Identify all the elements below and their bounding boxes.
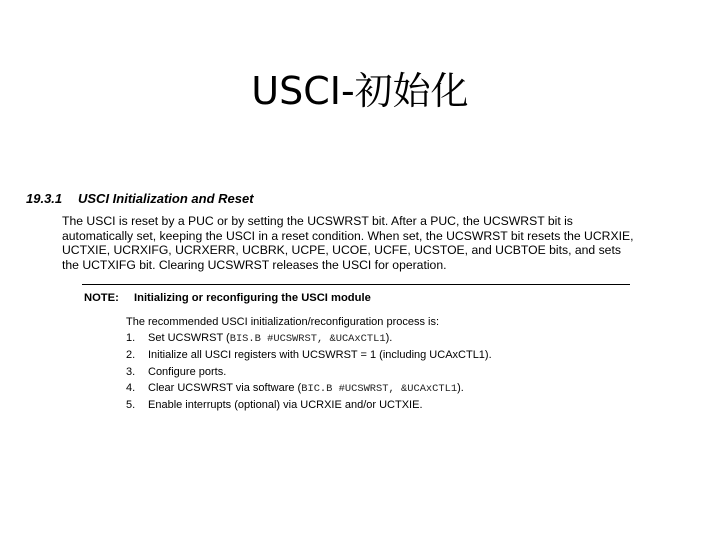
section-heading [26, 190, 706, 208]
note-intro: The recommended USCI initialization/reconfiguration process is: [126, 316, 440, 328]
code-snippet: BIS.B #UCSWRST, &UCAxCTL1 [229, 333, 386, 346]
list-item [126, 380, 686, 397]
step-text: Clear UCSWRST via software (BIC.B #UCSWRST, &UCAxCTL1). [148, 381, 464, 395]
paragraph-line: the UCTXIFG bit. Clearing UCSWRST releases the USCI for operation. [62, 257, 447, 272]
note-heading [84, 292, 371, 304]
step-number: 3. [126, 365, 136, 378]
slide-title: USCI-初始化 [251, 69, 469, 114]
step-number: 1. [126, 332, 136, 345]
section-title: USCI Initialization and Reset [78, 191, 254, 206]
step-text: Enable interrupts (optional) via UCRXIE and/or UCTXIE. [148, 399, 423, 412]
list-item [126, 330, 686, 347]
list-item [126, 397, 686, 413]
note-body [126, 314, 686, 413]
section-paragraph [62, 214, 702, 272]
note-title: Initializing or reconfiguring the USCI module [134, 292, 371, 304]
step-number: 2. [126, 349, 136, 362]
code-snippet: BIC.B #UCSWRST, &UCAxCTL1 [301, 382, 458, 395]
note-label: NOTE: [84, 292, 119, 304]
paragraph-line: automatically set, keeping the USCI in a reset condition. When set, the UCSWRST bit resets the UCRXIE, [62, 228, 634, 243]
paragraph-line: The USCI is reset by a PUC or by setting the UCSWRST bit. After a PUC, the UCSWRST bit is [62, 214, 573, 228]
step-number: 4. [126, 381, 136, 394]
section-number: 19.3.1 [26, 191, 63, 206]
paragraph-line: UCTXIE, UCRXIFG, UCRXERR, UCBRK, UCPE, UCOE, UCFE, UCSTOE, and UCBTOE bits, and sets [62, 243, 621, 258]
list-item [126, 364, 686, 380]
step-text: Initialize all USCI registers with UCSWRST = 1 (including UCAxCTL1). [148, 349, 492, 362]
list-item [126, 347, 686, 363]
step-text: Set UCSWRST (BIS.B #UCSWRST, &UCAxCTL1). [148, 332, 393, 346]
step-number: 5. [126, 399, 136, 412]
note-divider [82, 284, 630, 285]
document-excerpt [26, 190, 706, 412]
step-text: Configure ports. [148, 365, 227, 378]
steps-list [126, 330, 686, 413]
